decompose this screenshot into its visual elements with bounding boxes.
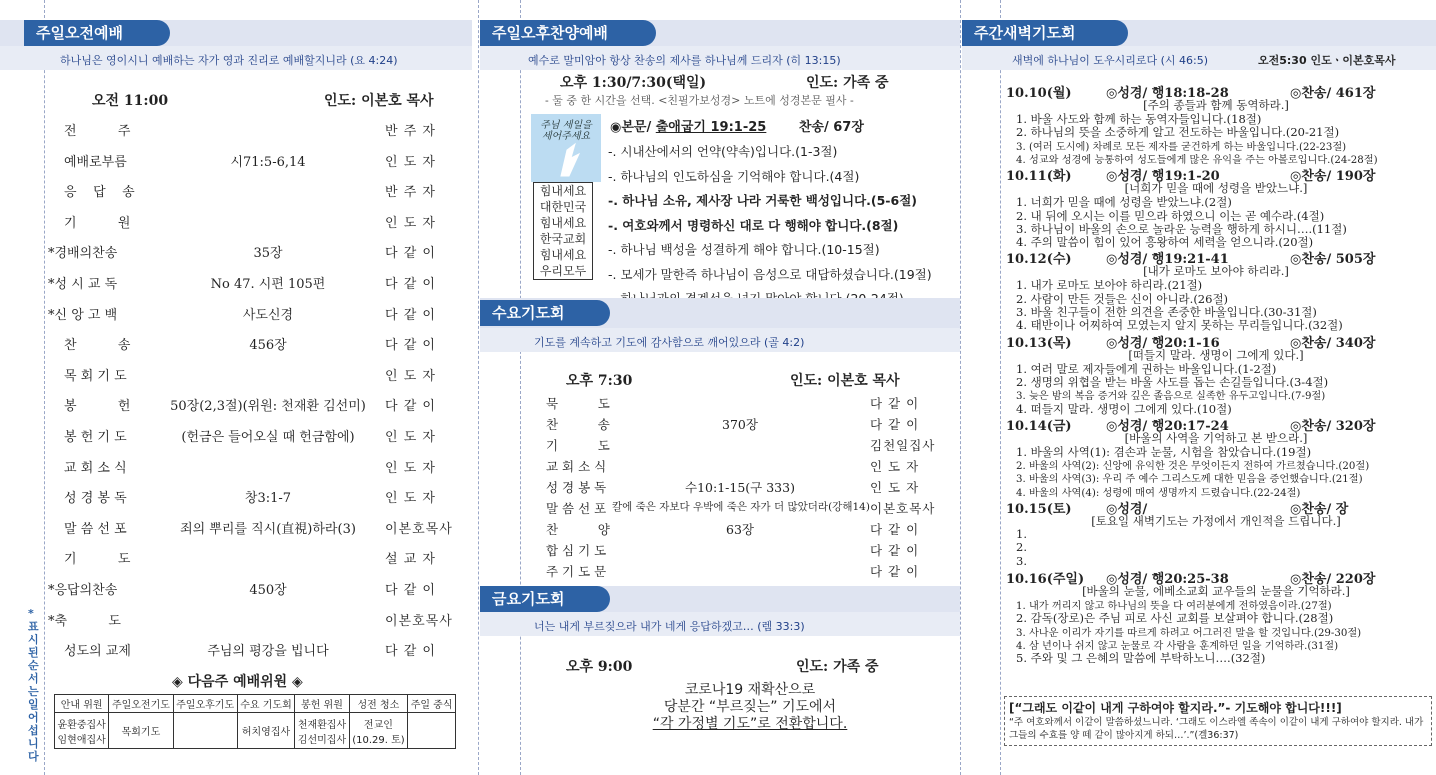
dawn-day-line: 4. 성교와 성경에 능통하여 성도들에게 많은 유익을 주는 아볼로입니다.(24-28절) [1016, 154, 1378, 166]
section-tag-afternoon: 주일오후찬양예배 [480, 20, 656, 46]
dawn-day-hymn: ◎찬송/ 320장 [1290, 418, 1376, 434]
sermon-point: -. 하나님의 인도하심을 기억해야 합니다.(4절) [608, 168, 860, 184]
duty-header: 주일 중식 [408, 695, 456, 713]
worship-item-role: 다 같 이 [385, 307, 436, 323]
dawn-day-line: 3. 바울 친구들이 전한 의견을 존중한 바울입니다.(30-31절) [1016, 305, 1317, 319]
worship-item-role: 다 같 이 [385, 338, 436, 354]
column-separator [478, 0, 479, 775]
worship-item-label: 기 원 [64, 215, 131, 231]
morning-time: 오전 11:00 [92, 93, 169, 109]
wednesday-item-label: 성 경 봉 독 [546, 480, 607, 495]
cheer-line: 대한민국 [539, 200, 587, 214]
worship-item-detail: 사도신경 [242, 307, 294, 323]
friday-message-line: “각 가정별 기도”로 전환합니다. [652, 716, 848, 732]
dawn-day-hymn: ◎찬송/ 461장 [1290, 86, 1376, 101]
worship-item-role: 다 같 이 [385, 277, 436, 292]
dawn-day-line: 1. 내가 로마도 보아야 하리라.(21절) [1016, 278, 1203, 293]
dawn-day-theme: [너희가 믿을 때에 성령을 받았느냐.] [1124, 181, 1308, 196]
text-label: ◉본문/ [610, 120, 652, 135]
friday-message-line: 당분간 “부르짖는” 기도에서 [663, 699, 837, 715]
wednesday-item [0, 562, 960, 580]
standing-note: *표시된 순서는 일어섭니다 [28, 607, 39, 763]
dawn-day-bible: ◎성경/ 행20:25-38 [1106, 571, 1229, 587]
worship-item-label: 전 주 [64, 124, 131, 139]
sermon-point: -. 하나님 소유, 제사장 나라 거룩한 백성입니다.(5-6절) [608, 193, 917, 208]
dawn-day-date: 10.13(목) [1006, 335, 1072, 351]
cheer-line: 한국교회 [539, 232, 587, 246]
friday-message [600, 682, 900, 733]
wednesday-item [0, 478, 960, 496]
duty-header: 수요 기도회 [237, 695, 295, 713]
dawn-verse: 새벽에 하나님이 도우시리로다 (시 46:5) [1012, 54, 1209, 67]
worship-item-detail: 창3:1-7 [244, 491, 292, 507]
worship-item-label: 성 경 봉 독 [64, 491, 127, 507]
dawn-day-line: 2. 감독(장로)은 주님 피로 사신 교회를 보살펴야 합니다.(28절) [1016, 611, 1334, 626]
worship-item-label: 응 답 송 [64, 185, 135, 201]
wednesday-item-label: 기 도 [546, 438, 610, 453]
worship-item-label: 예배로부름 [64, 154, 127, 170]
friday-time: 오후 9:00 [566, 659, 633, 675]
worship-item-role: 다 같 이 [385, 399, 436, 415]
dawn-day-line: 5. 주와 및 그 은혜의 말씀에 부탁하노니….(32절) [1016, 651, 1266, 666]
worship-item-role: 이본호목사 [385, 613, 453, 629]
dawn-day-line: 3. 하나님이 바울의 손으로 놀라운 능력을 행하게 하시니….(11절) [1016, 221, 1347, 236]
wednesday-item-role: 김천일집사 [870, 438, 936, 453]
dawn-day-line: 1. 바울 사도와 함께 하는 동역자들입니다.(18절) [1016, 112, 1262, 126]
wednesday-item-label: 찬 송 [546, 417, 610, 432]
worship-item-label: 봉 헌 기 도 [64, 430, 127, 445]
dawn-day-line: 1. [1016, 527, 1027, 541]
wednesday-item-label: 주 기 도 문 [546, 564, 607, 579]
worship-item-role: 인 도 자 [385, 491, 436, 507]
wednesday-item [0, 394, 960, 415]
duty-header: 안내 위원 [55, 695, 109, 713]
text-reference: 출애굽기 19:1-25 [655, 120, 767, 135]
wednesday-item-label: 찬 양 [546, 522, 610, 537]
wednesday-item-detail: 370장 [722, 417, 758, 432]
worship-item-role: 인 도 자 [385, 215, 436, 231]
worship-item-detail: 주님의 평강을 빕니다 [207, 644, 329, 660]
duty-header: 주일오전기도 [109, 695, 173, 713]
worship-item-detail: 죄의 뿌리를 직시(直視)하라(3) [180, 521, 356, 537]
worship-item-label: 찬 송 [64, 338, 131, 354]
worship-item-role: 인 도 자 [385, 154, 436, 170]
dawn-day-theme: [바울의 사역을 기억하고 본 받으라.] [1124, 430, 1308, 445]
dawn-day-line: 2. 바울의 사역(2): 신앙에 유익한 것은 무엇이든지 전하여 가르쳤습니다.(20절) [1016, 461, 1370, 473]
dawn-day-line: 4. 삼 년이나 쉬지 않고 눈물로 각 사람을 훈계하던 일을 기억하라.(31절) [1016, 640, 1339, 652]
worship-item [0, 120, 478, 140]
dawn-day-line: 4. 바울의 사역(4): 성령에 매여 생명까지 드렸습니다.(22-24절) [1016, 487, 1301, 499]
wednesday-verse: 기도를 계속하고 기도에 감사함으로 깨어있으라 (골 4:2) [534, 336, 805, 349]
dawn-day-hymn: ◎찬송/ 190장 [1290, 169, 1376, 185]
worship-item-role: 반 주 자 [385, 185, 436, 201]
dawn-day-line: 3. 사나운 이리가 자기를 따르게 하려고 어그러진 말을 할 것입니다.(29-30절) [1016, 627, 1362, 639]
afternoon-time: 오후 1:30/7:30(택일) [560, 75, 707, 91]
duty-value: 윤환중집사 임현애집사 [55, 713, 109, 749]
dawn-day-line: 2. 하나님의 뜻을 소중하게 알고 전도하는 바울입니다.(20-21절) [1016, 125, 1340, 140]
morning-verse: 하나님은 영이시니 예배하는 자가 영과 진리로 예배할지니라 (요 4:24) [60, 54, 398, 67]
section-tag-friday: 금요기도회 [480, 586, 610, 612]
dawn-day-bible: ◎성경/ 행18:18-28 [1106, 86, 1229, 101]
wednesday-leader: 인도: 이본호 목사 [790, 373, 900, 389]
wednesday-item [0, 499, 960, 517]
worship-item-role: 다 같 이 [385, 583, 436, 598]
duty-header: 주일오후기도 [173, 695, 237, 713]
text-hymn: 찬송/ 67장 [798, 120, 864, 135]
worship-item-label: 말 씀 선 포 [64, 521, 127, 537]
dawn-day-theme: [주의 종들과 함께 동역하라.] [1143, 98, 1289, 112]
worship-item-role: 다 같 이 [385, 246, 436, 262]
worship-item-role: 인 도 자 [385, 460, 436, 476]
bird-icon [531, 114, 601, 182]
worship-item [0, 365, 478, 385]
wednesday-item-role: 다 같 이 [870, 417, 920, 432]
wednesday-item-role: 인 도 자 [870, 459, 920, 474]
dawn-day-date: 10.10(월) [1006, 86, 1072, 101]
wednesday-item-role: 이본호목사 [870, 501, 936, 516]
wednesday-item-role: 다 같 이 [870, 522, 920, 537]
worship-item [0, 242, 478, 262]
dawn-day-theme: [바울의 눈물, 에베소교회 교우들의 눈물을 기억하라.] [1082, 583, 1350, 598]
worship-item-role: 인 도 자 [385, 430, 436, 445]
worship-item-detail: (헌금은 들어오실 때 헌금함에) [181, 430, 355, 445]
duty-table [54, 694, 456, 749]
column-separator [520, 0, 521, 775]
dawn-schedule: 오전5:30 인도ㆍ이본호목사 [1258, 54, 1396, 67]
wednesday-item-role: 다 같 이 [870, 564, 920, 579]
dawn-day-theme: [내가 로마도 보아야 하리라.] [1143, 264, 1289, 279]
wednesday-item-detail: 칼에 죽은 자보다 우박에 죽은 자가 더 많았더라(강해14) [612, 501, 870, 513]
afternoon-note: - 둘 중 한 시간을 선택. <친필가보성경> 노트에 성경본문 필사 - [545, 94, 854, 107]
dawn-day-bible: ◎성경/ 행19:21-41 [1106, 252, 1229, 268]
worship-item [0, 579, 478, 599]
dawn-day-date: 10.12(수) [1006, 252, 1072, 268]
worship-item-role: 이본호목사 [385, 521, 453, 537]
wednesday-item [0, 541, 960, 559]
dawn-day-hymn: ◎찬송/ 340장 [1290, 335, 1376, 351]
dawn-day-line: 3. [1016, 553, 1027, 568]
worship-item-label: *축 도 [48, 613, 121, 629]
worship-item-role: 인 도 자 [385, 368, 436, 384]
worship-item [0, 304, 478, 324]
dawn-day-date: 10.15(토) [1006, 502, 1072, 517]
worship-item-label: 목 회 기 도 [64, 368, 127, 384]
worship-item [0, 151, 478, 171]
dawn-day-line: 1. 내가 꺼리지 않고 하나님의 뜻을 다 여러분에게 전하였음이라.(27절) [1016, 600, 1332, 612]
worship-item-detail: No 47. 시편 105편 [210, 277, 326, 292]
dawn-day-bible: ◎성경/ 행20:17-24 [1106, 418, 1229, 434]
friday-message-line: 코로나19 재확산으로 [684, 682, 816, 698]
column-separator [960, 0, 961, 775]
cheer-line: 힘내세요 [539, 248, 587, 262]
worship-item [0, 334, 478, 354]
duty-value: 허치영집사 [237, 713, 295, 749]
duty-value: 전교인 (10.29. 토) [349, 713, 408, 749]
sermon-point: -. 시내산에서의 언약(약속)입니다.(1-3절) [608, 144, 838, 159]
dawn-day-line: 1. 바울의 사역(1): 겸손과 눈물, 시험을 참았습니다.(19절) [1016, 444, 1312, 459]
logo-lettering: 주님 세일을 세어주세요 [540, 120, 592, 142]
worship-item-role: 설 교 자 [385, 552, 436, 568]
cheer-line: 힘내세요 [539, 216, 587, 230]
hope-logo [531, 114, 601, 182]
worship-item [0, 181, 478, 201]
wednesday-item-detail: 63장 [726, 522, 754, 537]
wednesday-item-detail: 수10:1-15(구 333) [685, 480, 795, 495]
dawn-day-line: 3. 늦은 밤의 복음 증거와 깊은 졸음으로 실족한 유두고입니다.(7-9절) [1016, 391, 1326, 403]
sermon-point: -. 하나님 백성을 성결하게 해야 합니다.(10-15절) [608, 242, 880, 257]
dawn-day-bible: ◎성경/ 행20:1-16 [1106, 335, 1220, 351]
dawn-day-line: 2. 생명의 위협을 받는 바울 사도를 돕는 손길들입니다.(3-4절) [1016, 374, 1329, 389]
column-separator [1000, 0, 1001, 775]
wednesday-item-role: 다 같 이 [870, 543, 920, 558]
dawn-day-line: 4. 주의 말씀이 힘이 있어 흥왕하여 세력을 얻으니라.(20절) [1016, 235, 1314, 250]
worship-item-label: 기 도 [64, 552, 131, 568]
dawn-day-hymn: ◎찬송/ 장 [1290, 502, 1349, 517]
worship-item-detail: 450장 [249, 583, 287, 598]
worship-item [0, 640, 478, 660]
worship-item-role: 반 주 자 [385, 124, 436, 139]
dawn-day-line: 1. 여러 말로 제자들에게 권하는 바울입니다.(1-2절) [1016, 361, 1277, 376]
dawn-day-date: 10.11(화) [1006, 169, 1072, 185]
duty-value [173, 713, 237, 749]
dawn-day-line: 2. [1016, 540, 1027, 555]
worship-item-label: 교 회 소 식 [64, 460, 127, 476]
dawn-day-date: 10.16(주일) [1006, 571, 1085, 587]
worship-item-label: *경배의찬송 [48, 246, 118, 262]
duty-header: 성전 청소 [349, 695, 408, 713]
prayer-quote-box [1004, 696, 1432, 746]
dawn-day-line: 4. 떠들지 말라. 생명이 그에게 있다.(10절) [1016, 401, 1232, 416]
wednesday-item-label: 말 씀 선 포 [546, 501, 607, 516]
wednesday-item [0, 457, 960, 475]
worship-item-label: 성도의 교제 [64, 644, 131, 660]
friday-verse: 너는 내게 부르짖으라 내가 네게 응답하겠고… (렘 33:3) [534, 620, 805, 633]
morning-leader: 인도: 이본호 목사 [324, 93, 434, 109]
cheer-line: 힘내세요 [539, 184, 587, 198]
sermon-point: -. 여호와께서 명령하신 대로 다 행해야 합니다.(8절) [608, 217, 899, 233]
dawn-day-line: 3. (여러 도시에) 차례로 모든 제자를 굳건하게 하는 바울입니다.(22-23절) [1016, 141, 1347, 153]
duty-value: 목회기도 [109, 713, 173, 749]
worship-item-label: *성 시 교 독 [48, 277, 118, 292]
worship-item-label: *신 앙 고 백 [48, 307, 118, 323]
dawn-day-line: 4. 태반이나 어찌하여 모였는지 알지 못하는 무리들입니다.(32절) [1016, 318, 1343, 333]
section-tag-dawn: 주간새벽기도회 [962, 20, 1128, 46]
dawn-day-bible: ◎성경/ [1106, 502, 1148, 517]
dawn-day-theme: [토요일 새벽기도는 가정에서 개인적을 드립니다.] [1091, 514, 1341, 528]
worship-item-label: 봉 헌 [64, 399, 131, 415]
wednesday-item-label: 합 심 기 도 [546, 543, 607, 558]
friday-leader: 인도: 가족 중 [796, 659, 879, 675]
worship-item [0, 610, 478, 630]
wednesday-item [0, 415, 960, 433]
afternoon-leader: 인도: 가족 중 [806, 75, 889, 91]
worship-item [0, 212, 478, 232]
section-tag-wednesday: 수요기도회 [480, 300, 610, 326]
sermon-point: -. 모세가 말한즉 하나님이 음성으로 대답하셨습니다.(19절) [608, 266, 932, 282]
wednesday-time: 오후 7:30 [566, 373, 633, 389]
worship-item-detail: 시71:5-6,14 [230, 154, 306, 170]
afternoon-verse: 예수로 말미암아 항상 찬송의 제사를 하나님께 드리자 (히 13:15) [528, 54, 841, 67]
cheer-box [533, 182, 593, 280]
worship-item-role: 다 같 이 [385, 644, 436, 660]
duty-value [408, 713, 456, 749]
dawn-day-bible: ◎성경/ 행19:1-20 [1106, 169, 1220, 185]
duty-header: 봉헌 위원 [295, 695, 349, 713]
dawn-day-hymn: ◎찬송/ 220장 [1290, 571, 1376, 587]
duty-value: 천재환집사 김선미집사 [295, 713, 349, 749]
wednesday-item [0, 436, 960, 454]
worship-item-detail: 50장(2,3절)(위원: 천재환 김선미) [170, 399, 366, 415]
dawn-day-line: 2. 사람이 만든 것들은 신이 아니라.(26절) [1016, 291, 1229, 306]
wednesday-item [0, 520, 960, 538]
next-duty-title: ◈ 다음주 예배위원 ◈ [172, 674, 303, 690]
wednesday-item-label: 교 회 소 식 [546, 459, 607, 474]
wednesday-item-role: 인 도 자 [870, 480, 920, 495]
worship-item [0, 273, 478, 293]
cheer-line: 우리모두 [539, 264, 587, 278]
dawn-day-date: 10.14(금) [1006, 418, 1072, 434]
sermon-text-row [610, 116, 864, 135]
quote-body: “주 여호와께서 이같이 말씀하셨느니라. ‘그래도 이스라엘 족속이 이같이 내게 구하여야 할지라. 내가 그들의 수효를 양 떼 같이 많아지게 하되…’.”(겔36:37) [1009, 717, 1424, 741]
worship-item-label: *응답의찬송 [48, 583, 118, 598]
dawn-day-line: 2. 내 뒤에 오시는 이를 믿으라 하였으니 이는 곧 예수라.(4절) [1016, 208, 1325, 223]
worship-item-detail: 456장 [249, 338, 287, 354]
dawn-day-line: 3. 바울의 사역(3): 우리 주 예수 그리스도께 대한 믿음을 증언했습니다.(21절) [1016, 474, 1363, 486]
worship-item-detail: 35장 [253, 246, 283, 262]
dawn-day-line: 1. 너희가 믿을 때에 성령을 받았느냐.(2절) [1016, 195, 1232, 210]
wednesday-item-label: 묵 도 [546, 396, 610, 411]
dawn-day-hymn: ◎찬송/ 505장 [1290, 252, 1376, 268]
wednesday-item-role: 다 같 이 [870, 396, 920, 411]
dawn-day-theme: [떠들지 말라. 생명이 그에게 있다.] [1128, 347, 1304, 362]
quote-title: [“그래도 이같이 내게 구하여야 할지라.”- 기도해야 합니다!!!] [1009, 701, 1342, 715]
section-tag-morning: 주일오전예배 [24, 20, 170, 46]
